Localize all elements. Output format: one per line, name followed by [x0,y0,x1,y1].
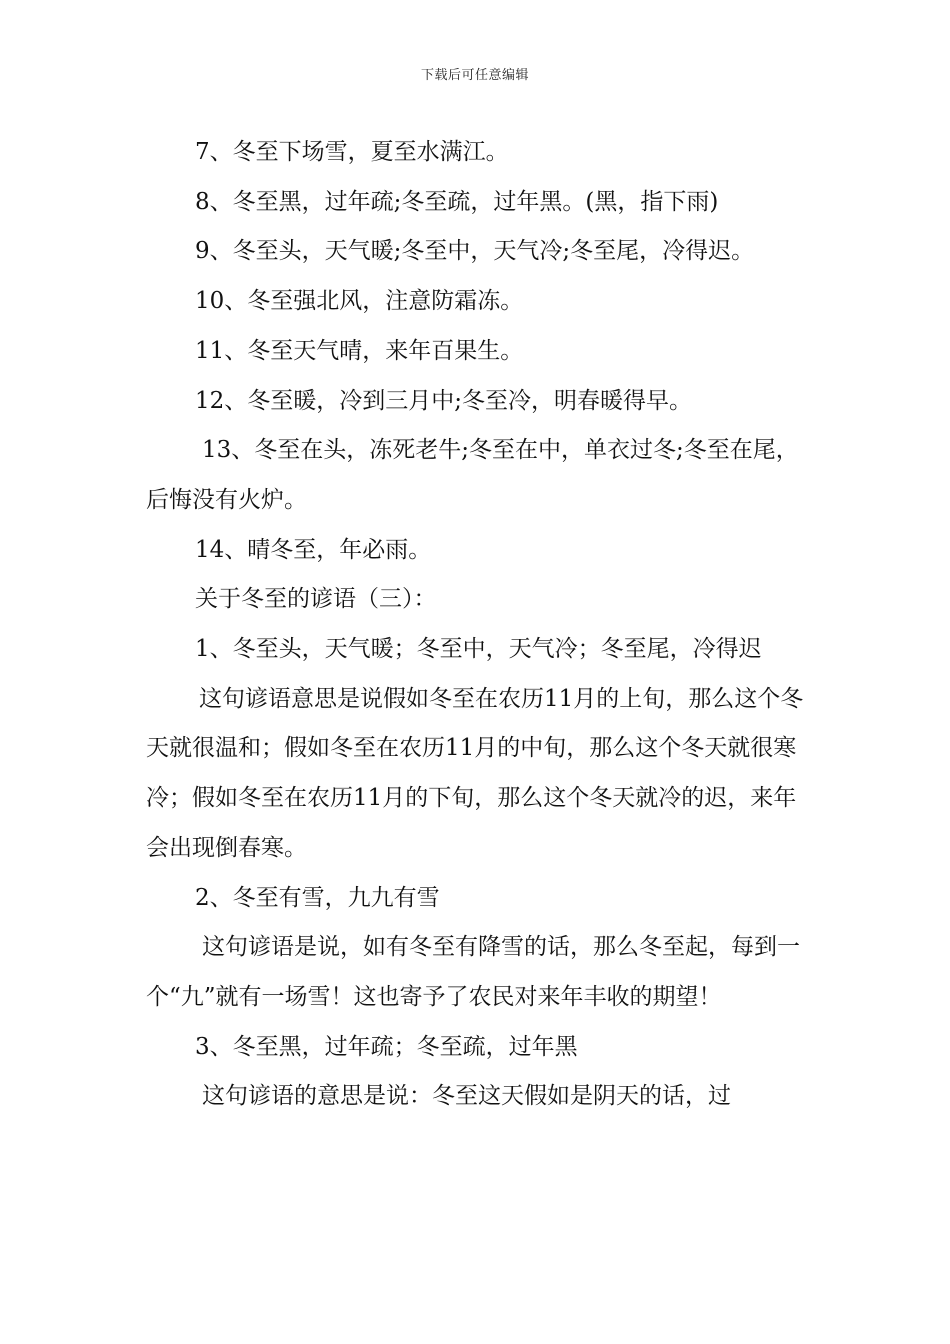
proverb-12: 12、冬至暖，冷到三月中;冬至冷，明春暖得早。 [195,387,693,414]
proverb-13: 13、冬至在头，冻死老牛;冬至在中，单衣过冬;冬至在尾，后悔没有火炉。 [146,437,799,513]
section3-proverb-1: 1、冬至头，天气暖；冬至中，天气冷；冬至尾，冷得迟 [195,636,762,663]
proverb-9: 9、冬至头，天气暖;冬至中，天气冷;冬至尾，冷得迟。 [195,238,755,265]
section3-proverb-3: 3、冬至黑，过年疏；冬至疏，过年黑 [195,1033,578,1060]
proverb-8: 8、冬至黑，过年疏;冬至疏，过年黑。(黑，指下雨) [195,188,719,215]
page-header: 下载后可任意编辑 [420,68,529,83]
proverb-11: 11、冬至天气晴，来年百果生。 [195,337,524,364]
proverb-7: 7、冬至下场雪，夏至水满江。 [195,139,509,165]
proverb-14: 14、晴冬至，年必雨。 [195,536,432,563]
section-heading: 关于冬至的谚语（三）： [195,586,437,613]
proverb-10: 10、冬至强北风，注意防霜冻。 [195,288,524,315]
section3-explanation-1: 这句谚语意思是说假如冬至在农历11月的上旬，那么这个冬天就很温和；假如冬至在农历11月的中旬，那么这个冬天就很寒冷；假如冬至在农历11月的下旬，那么这个冬天就冷的迟，来年会出现倒春寒。 [146,685,804,861]
section3-explanation-2: 这句谚语是说，如有冬至有降雪的话，那么冬至起，每到一个“九”就有一场雪！这也寄予了农民对来年丰收的期望！ [146,934,800,1010]
section3-proverb-2: 2、冬至有雪，九九有雪 [195,884,440,911]
document-body [146,128,810,1122]
section3-explanation-3: 这句谚语的意思是说：冬至这天假如是阴天的话，过 [202,1083,731,1110]
